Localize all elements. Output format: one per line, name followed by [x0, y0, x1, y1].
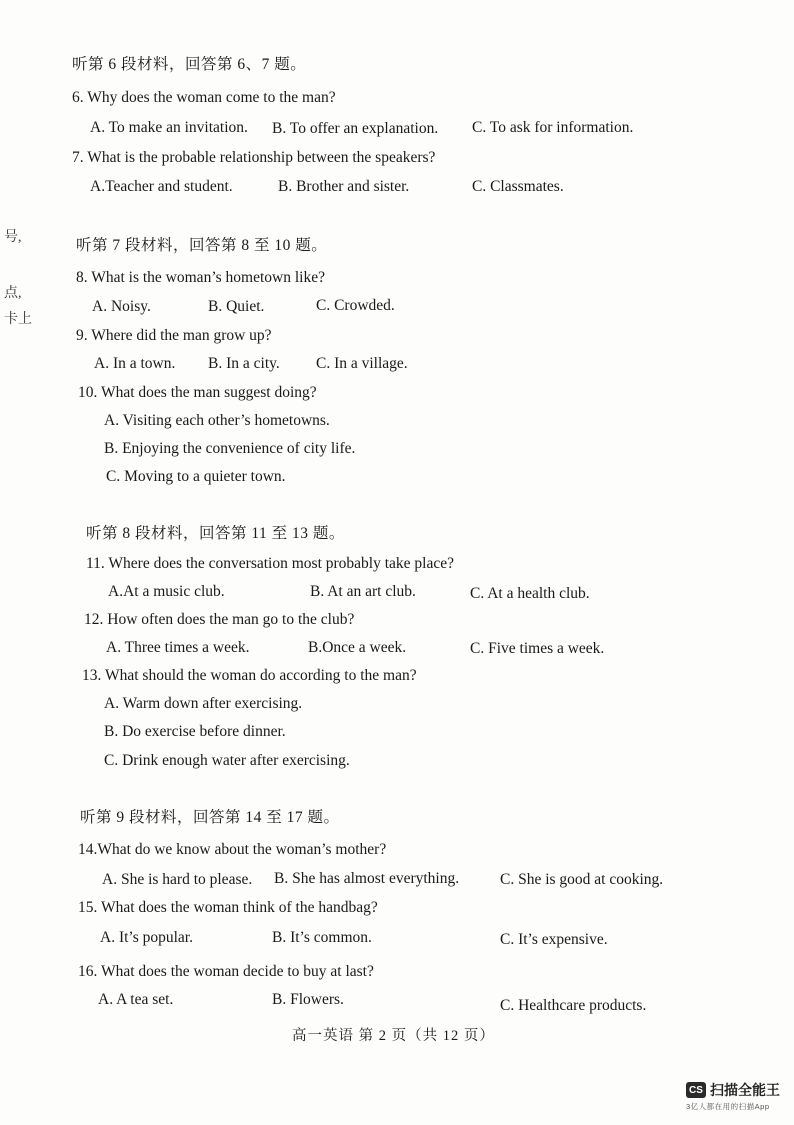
question-text: 16. What does the woman decide to buy at last?	[78, 963, 374, 980]
option: A. Three times a week.	[106, 639, 250, 656]
section-header: 听第 8 段材料，回答第 11 至 13 题。	[86, 525, 345, 542]
option: C. Healthcare products.	[500, 997, 647, 1014]
option: A. It’s popular.	[100, 929, 193, 946]
scanner-logo-icon: CS	[686, 1082, 706, 1098]
question-text: 13. What should the woman do according to the man?	[82, 667, 417, 684]
scanner-brand: 扫描全能王	[710, 1082, 780, 1098]
option: B. Flowers.	[272, 991, 344, 1008]
option: B. She has almost everything.	[274, 870, 460, 887]
question-text: 11. Where does the conversation most probably take place?	[86, 555, 454, 572]
margin-note: 号,	[4, 230, 22, 245]
page-footer: 高一英语 第 2 页（共 12 页）	[292, 1028, 495, 1044]
option: B. Enjoying the convenience of city life.	[104, 440, 356, 457]
option: C. It’s expensive.	[500, 931, 608, 948]
question-text: 15. What does the woman think of the handbag?	[78, 899, 378, 916]
option: B. In a city.	[208, 355, 280, 372]
option: B. Brother and sister.	[278, 178, 410, 195]
option: A. She is hard to please.	[102, 871, 253, 888]
margin-note: 卡上	[4, 312, 32, 327]
option: C. At a health club.	[470, 585, 590, 602]
option: B. Quiet.	[208, 298, 265, 315]
question-text: 7. What is the probable relationship between the speakers?	[72, 149, 436, 166]
option: C. Classmates.	[472, 178, 564, 195]
option: C. She is good at cooking.	[500, 871, 664, 888]
section-header: 听第 7 段材料，回答第 8 至 10 题。	[76, 237, 328, 254]
option: A.At a music club.	[108, 583, 225, 600]
option: B. To offer an explanation.	[272, 120, 439, 137]
option: C. Crowded.	[316, 297, 395, 314]
option: B. It’s common.	[272, 929, 372, 946]
question-text: 12. How often does the man go to the club?	[84, 611, 355, 628]
option: C. To ask for information.	[472, 119, 634, 136]
option: A. Noisy.	[92, 298, 151, 315]
option: C. Five times a week.	[470, 640, 605, 657]
option: A. Warm down after exercising.	[104, 695, 303, 712]
option: A. To make an invitation.	[90, 119, 248, 136]
option: C. Moving to a quieter town.	[106, 468, 286, 485]
option: B. Do exercise before dinner.	[104, 723, 286, 740]
question-text: 10. What does the man suggest doing?	[78, 384, 317, 401]
question-text: 14.What do we know about the woman’s mother?	[78, 841, 387, 858]
option: A. A tea set.	[98, 991, 174, 1008]
question-text: 6. Why does the woman come to the man?	[72, 89, 336, 106]
margin-note: 点,	[4, 286, 22, 301]
option: C. In a village.	[316, 355, 408, 372]
scanner-tagline: 3亿人都在用的扫描App	[686, 1102, 770, 1111]
question-text: 8. What is the woman’s hometown like?	[76, 269, 325, 286]
section-header: 听第 9 段材料，回答第 14 至 17 题。	[80, 809, 340, 826]
option: A. In a town.	[94, 355, 176, 372]
option: C. Drink enough water after exercising.	[104, 752, 350, 769]
option: A. Visiting each other’s hometowns.	[104, 412, 330, 429]
option: B. At an art club.	[310, 583, 416, 600]
option: A.Teacher and student.	[90, 178, 233, 195]
option: B.Once a week.	[308, 639, 407, 656]
question-text: 9. Where did the man grow up?	[76, 327, 272, 344]
section-header: 听第 6 段材料，回答第 6、7 题。	[72, 56, 307, 73]
